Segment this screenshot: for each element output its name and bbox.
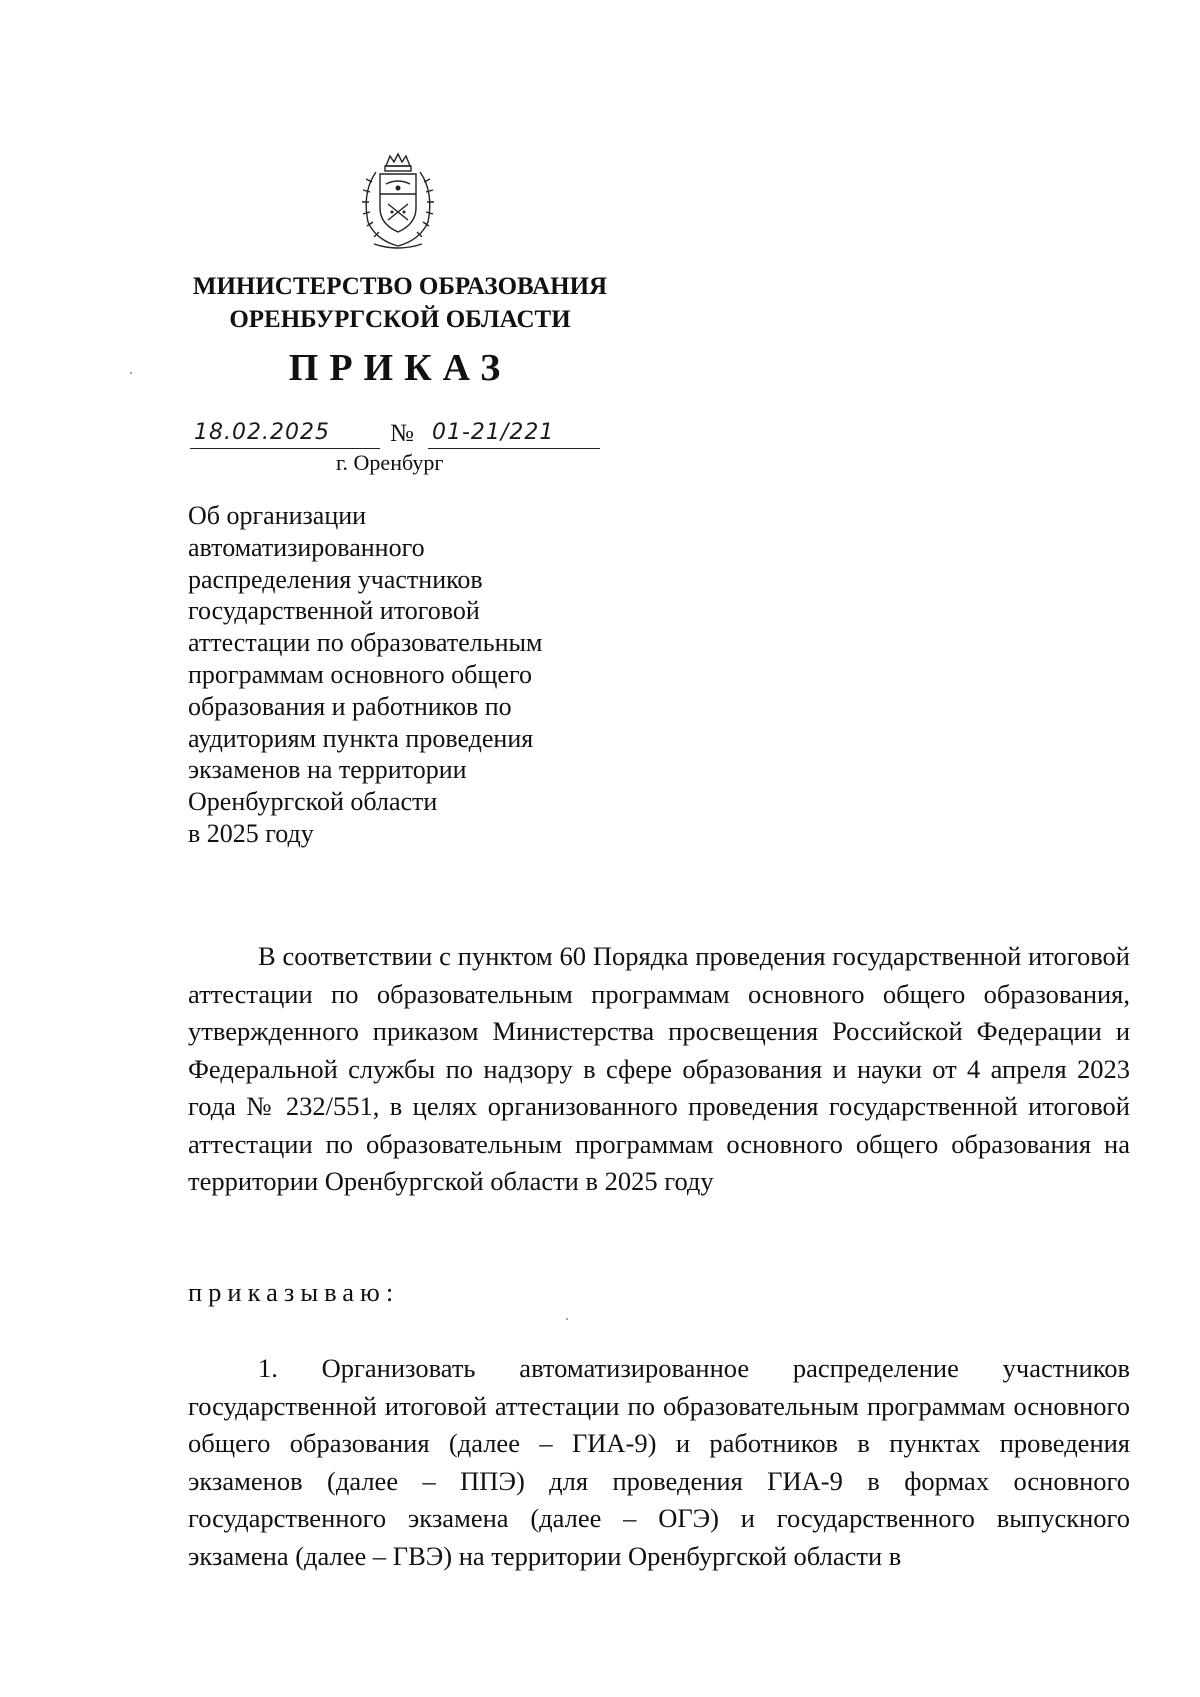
subject-line: Об организации: [188, 501, 367, 530]
scan-speck: [130, 372, 132, 374]
order-word: приказываю:: [188, 1277, 400, 1307]
city-label: г. Оренбург: [336, 450, 444, 475]
subject-line: распределения участников: [188, 564, 483, 594]
document-subject: [188, 500, 608, 850]
ministry-name: [150, 270, 650, 336]
subject-line: автоматизированного: [188, 532, 425, 562]
handwritten-number: 01-21/221: [432, 420, 555, 445]
subject-line: аттестации по образовательным: [188, 628, 543, 658]
number-sign: №: [390, 420, 414, 447]
subject-line: государственной итоговой: [188, 596, 480, 626]
date-field: [190, 420, 380, 449]
document-type-title: ПРИКАЗ: [288, 347, 512, 389]
scan-speck: [566, 1318, 568, 1320]
subject-line: в 2025 году: [188, 818, 314, 848]
preamble-paragraph: В соответствии с пунктом 60 Порядка проведения государственной итоговой аттестации по образовательным программам основного общего образования, утвержденного приказом Министерства просвещения Российской Федерации и Федеральной службы по надзору в сфере образования и науки от 4 апреля 2023 года № 232/551, в целях организованного проведения государственной итоговой аттестации по образовательным программам основного общего образования на территории Оренбургской области в 2025 году: [188, 941, 1130, 1196]
subject-line: образования и работников по: [188, 691, 512, 721]
number-field: [428, 420, 600, 449]
subject-line: программам основного общего: [188, 659, 532, 689]
ministry-line-2: ОРЕНБУРГСКОЙ ОБЛАСТИ: [229, 306, 571, 333]
ministry-line-1: МИНИСТЕРСТВО ОБРАЗОВАНИЯ: [192, 273, 608, 300]
subject-line: экзаменов на территории: [188, 755, 467, 785]
subject-line: Оренбургской области: [188, 787, 438, 817]
coat-of-arms-icon: [352, 152, 444, 252]
handwritten-date: 18.02.2025: [194, 420, 330, 445]
subject-line: аудиториям пункта проведения: [188, 723, 534, 753]
item-1-paragraph: 1. Организовать автоматизированное распределение участников государственной итоговой аттестации по образовательным программам основного общего образования (далее – ГИА-9) и работников в пунктах проведения экзаменов (далее – ППЭ) для проведения ГИА-9 в формах основного государственного экзамена (далее – ОГЭ) и государственного выпускного экзамена (далее – ГВЭ) на территории Оренбургской области в: [188, 1353, 1130, 1571]
